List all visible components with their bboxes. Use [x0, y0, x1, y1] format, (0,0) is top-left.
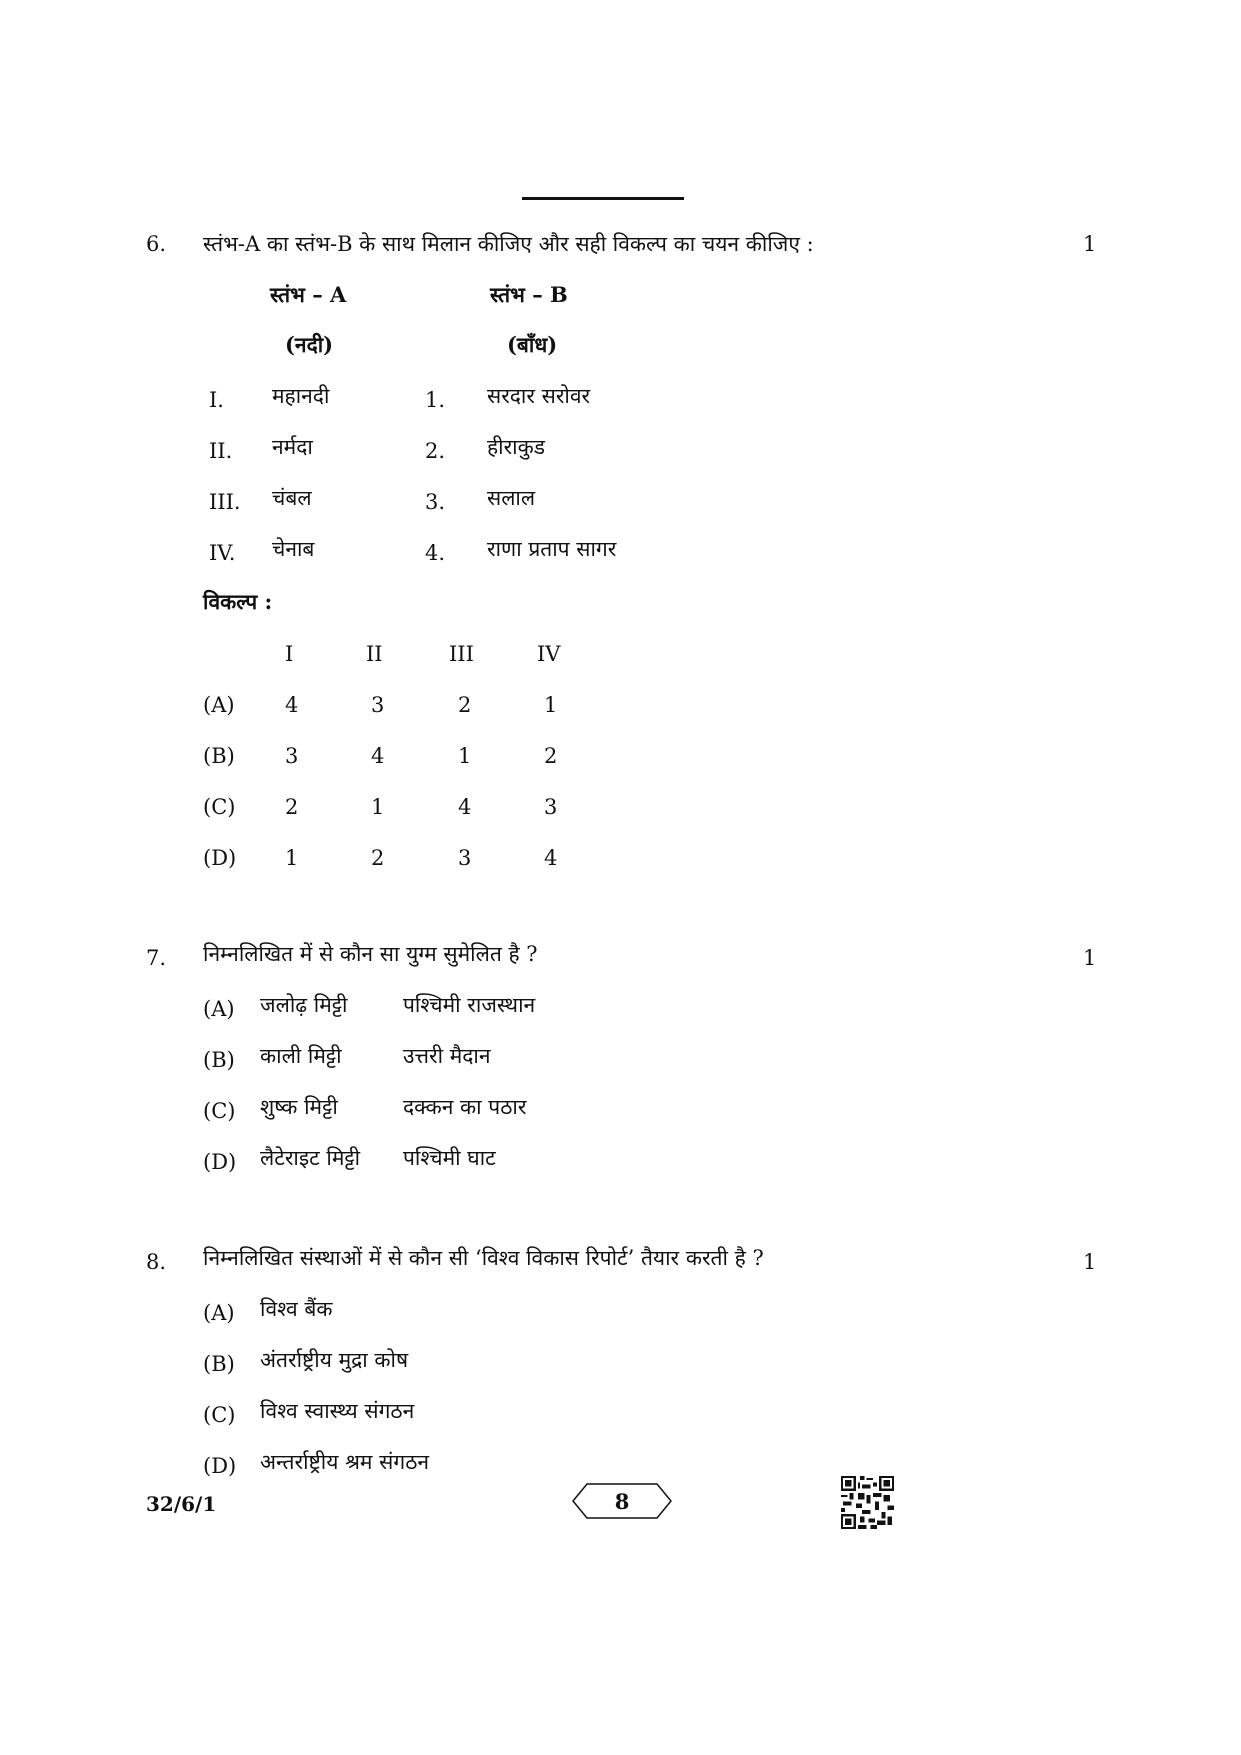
- q6-col-a-header: स्तंभ – A: [270, 282, 347, 307]
- q6-pair-b-num: 1.: [425, 388, 446, 412]
- q8-option-text: अन्तर्राष्ट्रीय श्रम संगठन: [260, 1450, 430, 1474]
- q6-pair-a-num: I.: [209, 388, 224, 412]
- q6-option-header: III: [449, 642, 474, 666]
- paper-code: 32/6/1: [146, 1492, 217, 1516]
- q6-option-value: 4: [458, 795, 472, 819]
- q6-option-value: 4: [544, 846, 558, 870]
- q6-option-header: IV: [537, 642, 561, 666]
- q6-option-value: 1: [371, 795, 385, 819]
- q6-option-value: 4: [285, 693, 299, 717]
- q7-option-right: पश्चिमी घाट: [403, 1146, 496, 1170]
- q6-option-value: 2: [371, 846, 385, 870]
- q6-pair-a: चेनाब: [272, 537, 315, 561]
- q7-marks: 1: [1083, 946, 1097, 970]
- q6-pair-b: हीराकुड: [487, 435, 545, 459]
- q7-number: 7.: [146, 946, 167, 970]
- q8-option-label: (C): [203, 1403, 236, 1427]
- q8-option-label: (B): [203, 1352, 235, 1376]
- q6-col-b-sub: (बाँध): [507, 332, 558, 357]
- q6-option-label: (A): [203, 693, 235, 717]
- q6-number: 6.: [146, 232, 167, 256]
- q6-pair-a-num: IV.: [209, 541, 236, 565]
- q6-option-value: 2: [458, 693, 472, 717]
- q6-pair-b: सलाल: [487, 486, 536, 510]
- q7-option-left: काली मिट्टी: [260, 1044, 342, 1068]
- q6-pair-b: सरदार सरोवर: [487, 384, 591, 408]
- q7-option-label: (C): [203, 1099, 236, 1123]
- qr-code: [841, 1476, 894, 1529]
- q7-option-left: लैटेराइट मिट्टी: [260, 1146, 361, 1170]
- q6-pair-a-num: II.: [209, 439, 233, 463]
- q7-text: निम्नलिखित में से कौन सा युग्म सुमेलित है ?: [203, 942, 538, 966]
- q8-number: 8.: [146, 1250, 167, 1274]
- q6-options-label: विकल्प :: [203, 589, 273, 614]
- q6-pair-b-num: 3.: [425, 490, 446, 514]
- q8-option-label: (A): [203, 1301, 235, 1325]
- q6-option-value: 4: [371, 744, 385, 768]
- q6-col-b-header: स्तंभ – B: [490, 282, 568, 307]
- q7-option-label: (B): [203, 1048, 235, 1072]
- q7-option-right: पश्चिमी राजस्थान: [403, 993, 536, 1017]
- q6-option-label: (B): [203, 744, 235, 768]
- q6-pair-a: चंबल: [272, 486, 312, 510]
- q7-option-left: जलोढ़ मिट्टी: [260, 993, 348, 1017]
- q6-option-header: I: [285, 642, 294, 666]
- q8-option-text: अंतर्राष्ट्रीय मुद्रा कोष: [260, 1348, 409, 1372]
- q6-option-header: II: [366, 642, 383, 666]
- q6-pair-a-num: III.: [209, 490, 241, 514]
- q6-option-value: 1: [458, 744, 472, 768]
- q8-text: निम्नलिखित संस्थाओं में से कौन सी ‘विश्व विकास रिपोर्ट’ तैयार करती है ?: [203, 1246, 764, 1270]
- q6-pair-b-num: 2.: [425, 439, 446, 463]
- q6-pair-a: महानदी: [272, 384, 330, 408]
- page-number-badge: [572, 1483, 672, 1519]
- q7-option-right: उत्तरी मैदान: [403, 1044, 491, 1068]
- q7-option-left: शुष्क मिट्टी: [260, 1095, 338, 1119]
- q8-option-text: विश्व स्वास्थ्य संगठन: [260, 1399, 415, 1423]
- q6-option-value: 2: [544, 744, 558, 768]
- q8-option-text: विश्व बैंक: [260, 1297, 333, 1321]
- q6-pair-b: राणा प्रताप सागर: [487, 537, 617, 561]
- q7-option-right: दक्कन का पठार: [403, 1095, 527, 1119]
- q6-pair-b-num: 4.: [425, 541, 446, 565]
- q7-option-label: (A): [203, 997, 235, 1021]
- q7-option-label: (D): [203, 1150, 237, 1174]
- q6-option-value: 2: [285, 795, 299, 819]
- q6-option-value: 3: [285, 744, 299, 768]
- q6-text: स्तंभ-A का स्तंभ-B के साथ मिलान कीजिए और सही विकल्प का चयन कीजिए :: [203, 232, 814, 256]
- q6-pair-a: नर्मदा: [272, 435, 313, 459]
- q6-option-value: 3: [458, 846, 472, 870]
- page-number: 8: [614, 1489, 630, 1514]
- q6-option-value: 1: [544, 693, 558, 717]
- q6-col-a-sub: (नदी): [285, 332, 334, 357]
- q6-option-value: 3: [371, 693, 385, 717]
- q6-marks: 1: [1083, 232, 1097, 256]
- header-rule: [522, 197, 684, 200]
- q8-option-label: (D): [203, 1454, 237, 1478]
- q6-option-value: 3: [544, 795, 558, 819]
- q6-option-label: (C): [203, 795, 236, 819]
- q6-option-value: 1: [285, 846, 299, 870]
- q6-option-label: (D): [203, 846, 237, 870]
- q8-marks: 1: [1083, 1250, 1097, 1274]
